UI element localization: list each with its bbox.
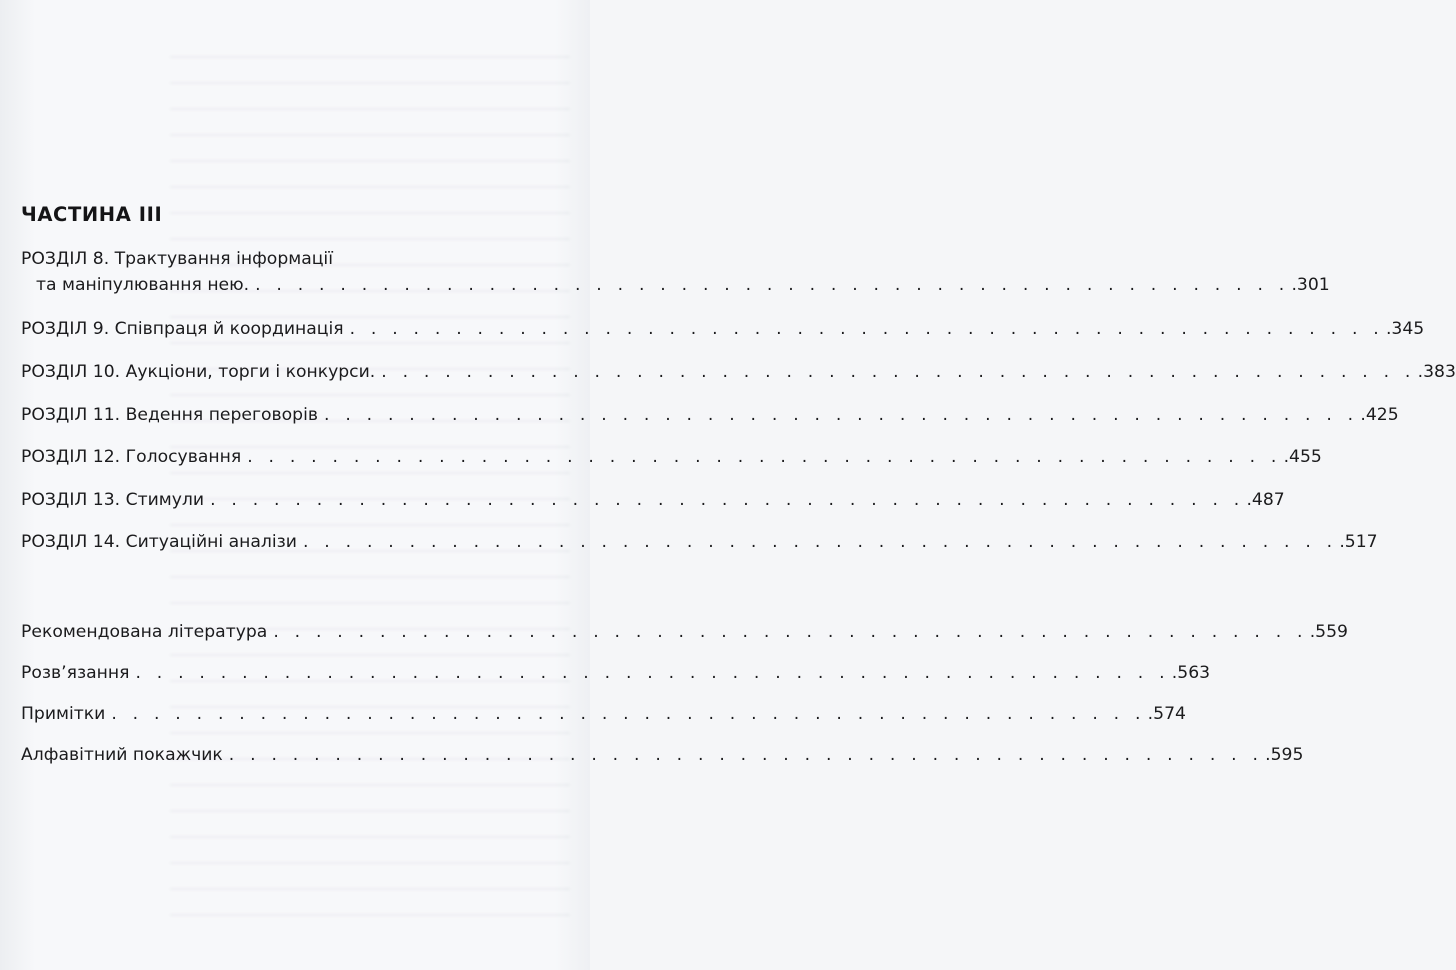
dot-leader: . . . . . . . . . . . . . . . . . . . . . . . . . . . . . . . . . . . . . . . . . . . . . . . . . bbox=[135, 663, 1170, 683]
dot-leader: . . . . . . . . . . . . . . . . . . . . . . . . . . . . . . . . . . . . . . . . . . . . . . . . . bbox=[228, 745, 1264, 765]
toc-entry-chapter-12 bbox=[21, 446, 1322, 468]
dot-leader: . . . . . . . . . . . . . . . . . . . . . . . . . . . . . . . . . . . . . . . . . . . . . . . . . bbox=[111, 704, 1146, 724]
toc-entry-title: РОЗДІЛ 9. Співпраця й координація bbox=[21, 319, 344, 339]
toc-entry-chapter-11 bbox=[21, 404, 1399, 426]
toc-entry-title: РОЗДІЛ 13. Стимули bbox=[21, 490, 205, 510]
toc-entry-chapter-8 bbox=[21, 248, 1330, 296]
toc-entry-page: .559 bbox=[1309, 622, 1348, 642]
toc-entry-chapter-9 bbox=[21, 318, 1425, 340]
toc-entry-title-line2: та маніпулювання нею. bbox=[36, 275, 250, 295]
toc-entry-index bbox=[21, 744, 1304, 766]
toc-entry-page: .383 bbox=[1417, 362, 1456, 382]
dot-leader: . . . . . . . . . . . . . . . . . . . . . . . . . . . . . . . . . . . . . . . . . . . . . . . . . bbox=[247, 447, 1282, 467]
dot-leader: . . . . . . . . . . . . . . . . . . . . . . . . . . . . . . . . . . . . . . . . . . . . . . . . . bbox=[381, 362, 1416, 382]
toc-entry-page: .345 bbox=[1385, 319, 1425, 339]
dot-leader: . . . . . . . . . . . . . . . . . . . . . . . . . . . . . . . . . . . . . . . . . . . . . . . . . bbox=[255, 275, 1290, 295]
dot-leader: . . . . . . . . . . . . . . . . . . . . . . . . . . . . . . . . . . . . . . . . . . . . . . . . . bbox=[349, 319, 1384, 339]
dot-leader: . . . . . . . . . . . . . . . . . . . . . . . . . . . . . . . . . . . . . . . . . . . . . . . . . bbox=[210, 490, 1245, 510]
toc-entry-page: .487 bbox=[1246, 490, 1285, 510]
toc-entry-title: Примітки bbox=[21, 704, 106, 724]
dot-leader: . . . . . . . . . . . . . . . . . . . . . . . . . . . . . . . . . . . . . . . . . . . . . . . . . bbox=[324, 405, 1359, 425]
dot-leader: . . . . . . . . . . . . . . . . . . . . . . . . . . . . . . . . . . . . . . . . . . . . . . . . . bbox=[302, 532, 1338, 552]
toc-entry-chapter-10 bbox=[21, 361, 1456, 383]
part-heading: ЧАСТИНА ІІІ bbox=[21, 203, 163, 226]
toc-entry-title: РОЗДІЛ 12. Голосування bbox=[21, 447, 242, 467]
toc-entry-title: Алфавітний покажчик bbox=[21, 745, 223, 765]
toc-entry-page: .517 bbox=[1339, 532, 1378, 552]
dot-leader: . . . . . . . . . . . . . . . . . . . . . . . . . . . . . . . . . . . . . . . . . . . . . . . . . bbox=[273, 622, 1308, 642]
toc-entry-chapter-13 bbox=[21, 489, 1285, 511]
toc-entry-title: РОЗДІЛ 11. Ведення переговорів bbox=[21, 405, 318, 425]
toc-entry-page: .563 bbox=[1171, 663, 1211, 683]
toc-entry-title: РОЗДІЛ 14. Ситуаційні аналізи bbox=[21, 532, 297, 552]
toc-entry-title: РОЗДІЛ 10. Аукціони, торги і конкурси. bbox=[21, 362, 376, 382]
toc-entry-solutions bbox=[21, 662, 1211, 684]
toc-entry-page: .455 bbox=[1283, 447, 1322, 467]
toc-entry-notes bbox=[21, 703, 1186, 725]
toc-entry-chapter-14 bbox=[21, 531, 1378, 553]
toc-entry-page: .425 bbox=[1360, 405, 1399, 425]
toc-entry-title-line1: РОЗДІЛ 8. Трактування інформації bbox=[21, 249, 333, 269]
toc-entry-title: Рекомендована література bbox=[21, 622, 268, 642]
toc-entry-title: Розв’язання bbox=[21, 663, 130, 683]
toc-entry-page: .301 bbox=[1291, 275, 1330, 295]
toc-entry-recommended-literature bbox=[21, 621, 1348, 643]
toc-entry-page: .574 bbox=[1147, 704, 1186, 724]
toc-entry-page: .595 bbox=[1265, 745, 1304, 765]
